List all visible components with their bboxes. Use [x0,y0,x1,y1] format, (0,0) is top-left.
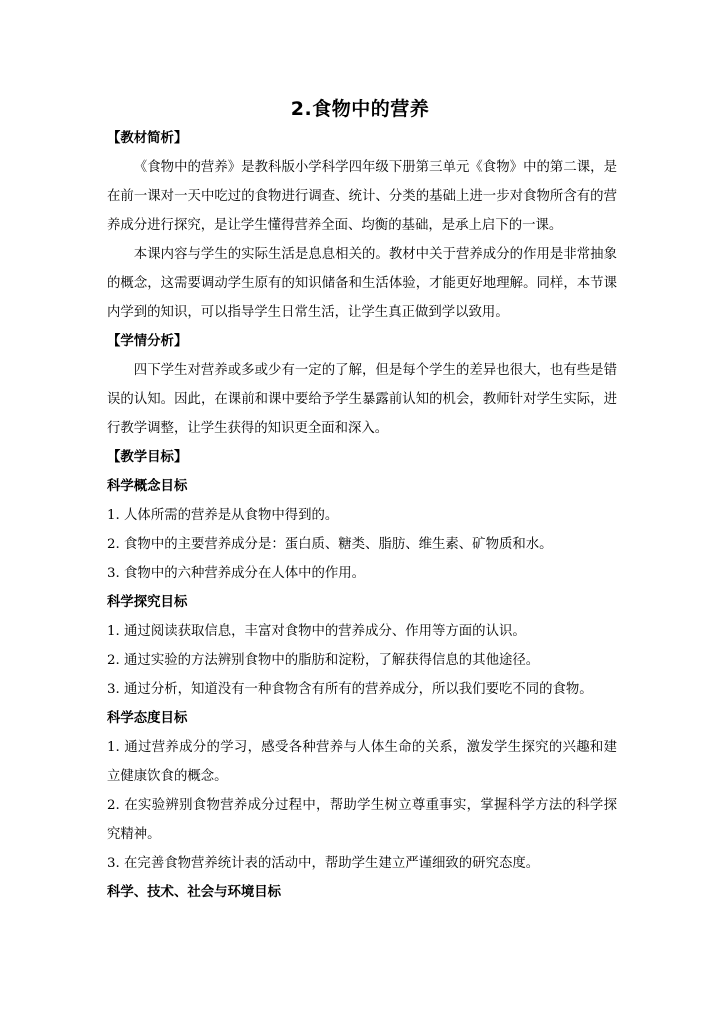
inquiry-goal-item: 2. 通过实验的方法辨别食物中的脂肪和淀粉，了解获得信息的其他途径。 [107,653,540,668]
document-title: 2.食物中的营养 [290,98,430,120]
attitude-goal-item: 3. 在完善食物营养统计表的活动中，帮助学生建立严谨细致的研究态度。 [107,856,540,871]
concept-goal-item: 1. 人体所需的营养是从食物中得到的。 [107,508,339,523]
section-heading-textbook-analysis: 【教材简析】 [107,131,188,146]
subheading-concept-goals: 科学概念目标 [107,479,188,494]
paragraph-textbook-analysis-1: 《食物中的营养》是教科版小学科学四年级下册第三单元《食物》中的第二课，是在前一课对一天中吃过的食物进行调查、统计、分类的基础上进一步对食物所含有的营养成分进行探究，是让学生懂得营养全面、均衡的基础，是承上启下的一课。 [107,160,617,233]
concept-goal-item: 3. 食物中的六种营养成分在人体中的作用。 [107,566,366,581]
section-heading-student-analysis: 【学情分析】 [107,334,188,349]
subheading-stse-goals: 科学、技术、社会与环境目标 [107,885,282,900]
inquiry-goal-item: 1. 通过阅读获取信息，丰富对食物中的营养成分、作用等方面的认识。 [107,624,526,639]
document-body [107,124,617,907]
concept-goal-item: 2. 食物中的主要营养成分是：蛋白质、糖类、脂肪、维生素、矿物质和水。 [107,537,553,552]
attitude-goal-item: 2. 在实验辨别食物营养成分过程中，帮助学生树立尊重事实，掌握科学方法的科学探究精神。 [107,798,617,842]
section-heading-teaching-goals: 【教学目标】 [107,450,188,465]
subheading-attitude-goals: 科学态度目标 [107,711,188,726]
inquiry-goal-item: 3. 通过分析，知道没有一种食物含有所有的营养成分，所以我们要吃不同的食物。 [107,682,593,697]
attitude-goal-item: 1. 通过营养成分的学习，感受各种营养与人体生命的关系，激发学生探究的兴趣和建立健康饮食的概念。 [107,740,617,784]
subheading-inquiry-goals: 科学探究目标 [107,595,188,610]
paragraph-student-analysis: 四下学生对营养或多或少有一定的了解，但是每个学生的差异也很大，也有些是错误的认知。因此，在课前和课中要给予学生暴露前认知的机会，教师针对学生实际，进行教学调整，让学生获得的知识更全面和深入。 [107,363,617,436]
paragraph-textbook-analysis-2: 本课内容与学生的实际生活是息息相关的。教材中关于营养成分的作用是非常抽象的概念，这需要调动学生原有的知识储备和生活体验，才能更好地理解。同样，本节课内学到的知识，可以指导学生日常生活，让学生真正做到学以致用。 [107,247,617,320]
